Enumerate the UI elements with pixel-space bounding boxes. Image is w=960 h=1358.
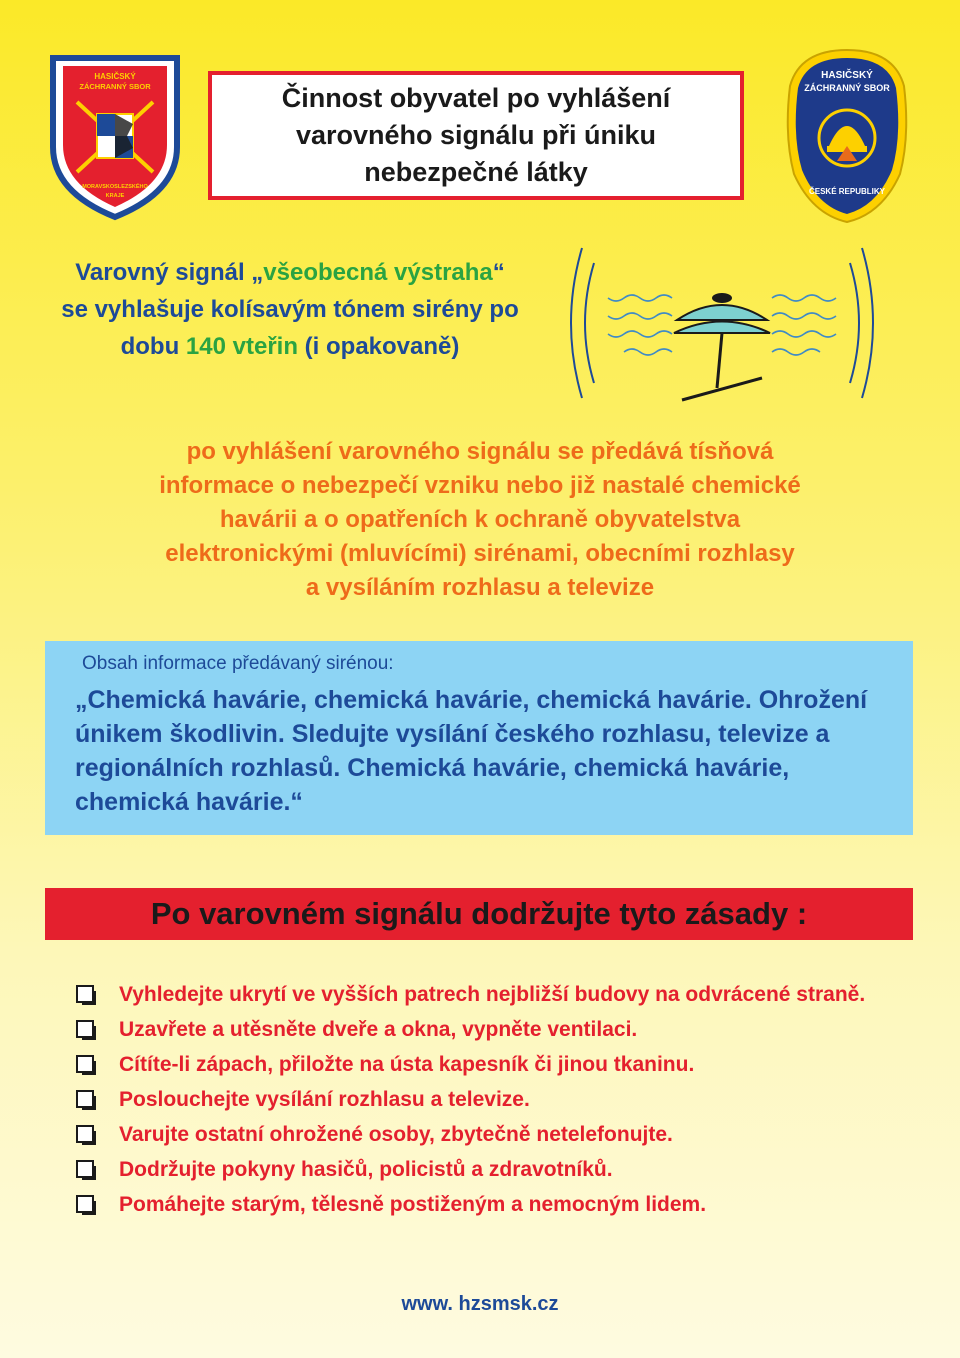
rule-text: Uzavřete a utěsněte dveře a okna, vypněte ventilaci. — [119, 1018, 638, 1041]
checkbox-icon — [76, 985, 94, 1003]
checkbox-icon — [76, 1125, 94, 1143]
rule-text: Poslouchejte vysílání rozhlasu a televize. — [119, 1088, 530, 1111]
siren-message-label: Obsah informace předávaný sirénou: — [82, 653, 394, 674]
rule-item — [76, 1050, 906, 1079]
rule-text: Vyhledejte ukrytí ve vyšších patrech nejbližší budovy na odvrácené straně. — [119, 983, 866, 1006]
checkbox-icon — [76, 1160, 94, 1178]
emergency-info-line-3: havárii a o opatřeních k ochraně obyvatelstva — [219, 506, 741, 533]
left-logo-text-3: MORAVSKOSLEZSKÉHO — [82, 184, 148, 190]
rule-item — [76, 1155, 906, 1184]
right-logo-text-2: ZÁCHRANNÝ SBOR — [804, 83, 890, 93]
intro-part-1: Varovný signál „ — [75, 259, 264, 286]
emergency-info-line-5: a vysíláním rozhlasu a televize — [305, 574, 655, 601]
rule-text: Pomáhejte starým, tělesně postiženým a nemocným lidem. — [119, 1193, 707, 1216]
emergency-info-line-4: elektronickými (mluvícími) sirénami, obecními rozhlasy — [165, 540, 795, 567]
left-logo-text-2: ZÁCHRANNÝ SBOR — [79, 82, 151, 91]
intro-part-5: (i opakovaně) — [298, 333, 460, 360]
title-line-1: Činnost obyvatel po vyhlášení — [281, 83, 671, 113]
rule-text: Cítíte-li zápach, přiložte na ústa kapesník či jinou tkaninu. — [119, 1053, 695, 1076]
rules-heading: Po varovném signálu dodržujte tyto zásady : — [45, 888, 913, 940]
left-logo-text-1: HASIČSKÝ — [94, 72, 136, 81]
left-logo-text-4: KRAJE — [105, 193, 125, 199]
checkbox-icon — [76, 1055, 94, 1073]
rule-item — [76, 1190, 906, 1219]
siren-message-box — [45, 641, 913, 835]
intro-part-3: “ se vyhlašuje kolísavým tónem sirény po dobu — [61, 259, 519, 360]
siren-illustration — [562, 238, 882, 408]
rule-item — [76, 1085, 906, 1114]
siren-message-quote: „Chemická havárie, chemická havárie, chemická havárie. Ohrožení únikem škodlivin. Sledujte vysílání českého rozhlasu, televize a regionálních rozhlasů. Chemická havárie, chemická havárie, chemická havárie.“ — [75, 686, 868, 816]
intro-text — [60, 254, 520, 365]
title-box — [208, 71, 744, 200]
checkbox-icon — [76, 1020, 94, 1038]
emergency-info-line-2: informace o nebezpečí vzniku nebo již nastalé chemické — [159, 472, 801, 499]
rule-text: Dodržujte pokyny hasičů, policistů a zdravotníků. — [119, 1158, 613, 1181]
website-link[interactable]: www. hzsmsk.cz — [401, 1293, 559, 1315]
emergency-info-paragraph — [40, 435, 920, 605]
title-line-2: varovného signálu při úniku — [295, 120, 657, 150]
checkbox-icon — [76, 1195, 94, 1213]
right-logo-text-1: HASIČSKÝ — [821, 70, 873, 81]
emergency-info-line-1: po vyhlášení varovného signálu se předává tísňová — [186, 438, 774, 465]
intro-highlight-duration: 140 vteřin — [185, 333, 298, 360]
intro-highlight-warning: všeobecná výstraha — [263, 259, 493, 286]
rule-item — [76, 980, 906, 1009]
right-logo-text-3: ČESKÉ REPUBLIKY — [808, 187, 886, 196]
rules-list — [76, 980, 906, 1225]
rule-text: Varujte ostatní ohrožené osoby, zbytečně netelefonujte. — [119, 1123, 673, 1146]
rule-item — [76, 1120, 906, 1149]
rule-item — [76, 1015, 906, 1044]
czech-fire-rescue-logo — [782, 46, 912, 226]
title-line-3: nebezpečné látky — [364, 157, 588, 187]
moravian-silesian-fire-rescue-logo — [45, 52, 185, 222]
checkbox-icon — [76, 1090, 94, 1108]
